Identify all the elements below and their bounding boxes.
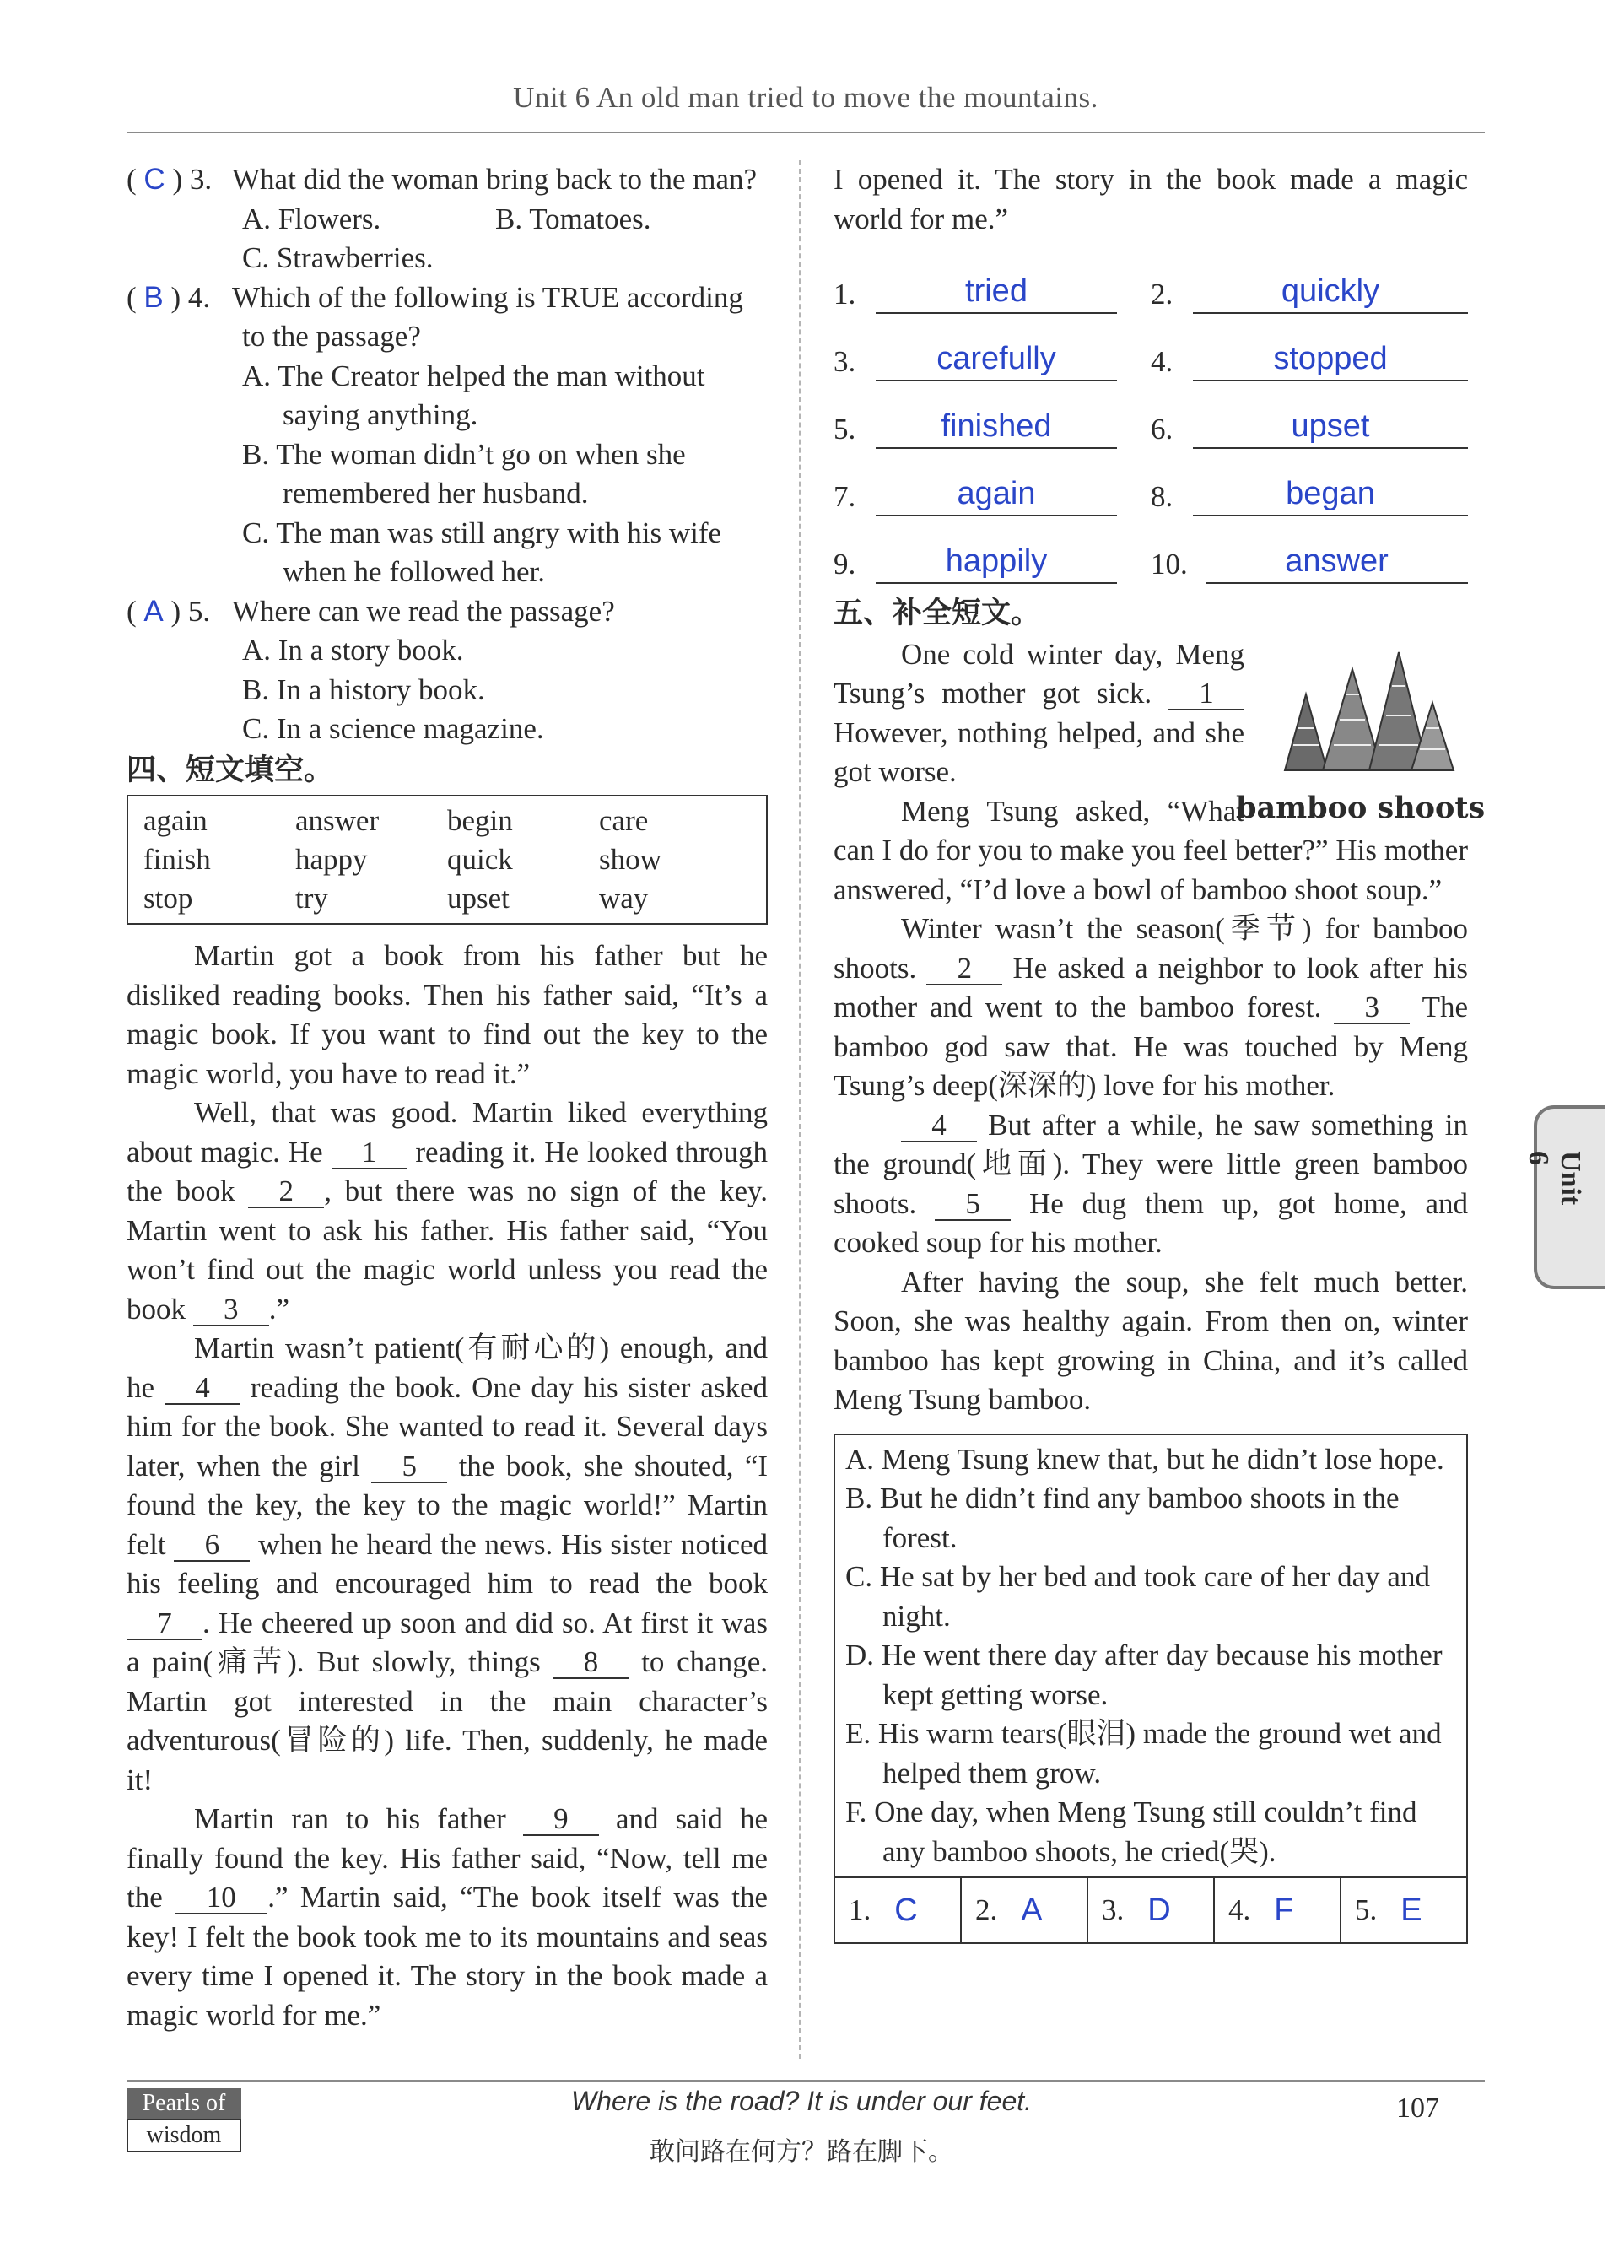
- passage-paragraph-4: Martin ran to his father 9 and said he finally found the key. His father said, “Now, tell me the 10 .” Martin said, “The book itself was the key! I felt the book took me to its mountains and seas every time I opened it. The story in the book made a magic world for me.”: [127, 1802, 769, 2032]
- option-c: C. In a science magazine.: [242, 712, 544, 745]
- fill-answer: 7. again: [834, 472, 1151, 516]
- word: happy: [295, 843, 368, 876]
- question-3-stem: What did the woman bring back to the man?: [232, 163, 758, 196]
- blank-2: 2: [926, 953, 1002, 986]
- option-d: D. He went there day after day because his mother kept getting worse.: [845, 1639, 1443, 1711]
- page-number: 107: [1396, 2092, 1439, 2124]
- word: care: [599, 804, 649, 837]
- left-column: [127, 160, 768, 2035]
- answer-grid: [834, 246, 1468, 584]
- blank-8: 8: [553, 1647, 629, 1679]
- answer-5: A: [143, 594, 164, 628]
- blank-4: 4: [165, 1373, 240, 1405]
- footer-motto: Where is the road? It is under our feet.: [570, 2086, 1033, 2116]
- continuation-text: I opened it. The story in the book made a magic world for me.”: [834, 163, 1468, 235]
- fill-answer: 4. stopped: [1151, 338, 1468, 381]
- answer-cell: 5. E: [1355, 1892, 1422, 1928]
- word: quick: [447, 843, 513, 876]
- footer-motto-chinese: 敢问路在何方？路在脚下。: [650, 2137, 953, 2167]
- option-b: B. Tomatoes.: [495, 202, 651, 235]
- blank-5: 5: [371, 1451, 447, 1483]
- word: again: [143, 804, 208, 837]
- blank-10: 10: [175, 1882, 267, 1914]
- option-a: A. In a story book.: [242, 634, 464, 667]
- blank-1: 1: [332, 1137, 407, 1169]
- word: show: [599, 843, 661, 876]
- option-c: C. The man was still angry with his wife when he followed her.: [242, 516, 722, 588]
- word: begin: [447, 804, 513, 837]
- blank-5: 5: [935, 1189, 1011, 1221]
- word: try: [295, 882, 328, 915]
- answer-cell: 3. D: [1088, 1878, 1215, 1942]
- fill-answer: 8. began: [1151, 472, 1468, 516]
- footer-divider: [127, 2080, 1485, 2082]
- answer-cell: 4. F: [1215, 1878, 1341, 1942]
- word: stop: [143, 882, 193, 915]
- options-box: [834, 1434, 1468, 1945]
- answer-4: B: [143, 280, 164, 314]
- answer-cell: 2. A: [962, 1878, 1088, 1942]
- option-b: B. In a history book.: [242, 672, 485, 706]
- option-b: B. But he didn’t find any bamboo shoots in the forest.: [845, 1482, 1400, 1554]
- fill-answer: 10. answer: [1151, 540, 1468, 584]
- passage-paragraph-3: Martin wasn’t patient(有耐心的) enough, and he 4 reading the book. One day his sister asked him for the book. She wanted to read it. Several days later, when the girl 5 the book, she shouted, “I found the key, the key to the magic world!” Martin felt 6 when he heard the news. His sister noticed his feeling and encouraged him to read the book 7 . He cheered up soon and did so. At first it was a pain(痛苦). But slowly, things 8 to change. Martin got interested in the main character’s adventurous(冒险的) life. Then, suddenly, he made it!: [127, 1331, 769, 1796]
- bamboo-shoots-icon: [1260, 635, 1462, 779]
- option-a: A. Meng Tsung knew that, but he didn’t lose hope.: [845, 1442, 1444, 1476]
- option-a: A. The Creator helped the man without saying anything.: [242, 359, 705, 431]
- cloze-paragraph-2: Meng Tsung asked, “What can I do for you to make you feel better?” His mother answered, “I’d love a bowl of bamboo shoot soup.”: [834, 794, 1468, 906]
- question-4-stem: Which of the following is TRUE according to the passage?: [232, 280, 743, 353]
- blank-4: 4: [901, 1110, 977, 1142]
- column-divider: [799, 160, 801, 2059]
- answer-3: C: [143, 163, 165, 196]
- question-5: ( A ) 5. Where can we read the passage? A. In a story book. B. In a history book. C. In a science magazine.: [127, 592, 768, 749]
- blank-1: 1: [1168, 678, 1244, 710]
- cloze-paragraph-1: One cold winter day, Meng Tsung’s mother got sick. 1 However, nothing helped, and she got worse.: [834, 637, 1244, 788]
- right-column: [834, 238, 1486, 1944]
- blank-2: 2: [248, 1176, 324, 1208]
- question-4: ( B ) 4. Which of the following is TRUE according to the passage? A. The Creator helped the man without saying anything. B. The woman didn’t go on when she remembered her husband. C. The man was still angry with his wife when he followed her.: [127, 278, 768, 592]
- option-c: C. He sat by her bed and took care of her day and night.: [845, 1560, 1430, 1633]
- passage-paragraph-2: Well, that was good. Martin liked everything about magic. He 1 reading it. He looked through the book 2 , but there was no sign of the key. Martin went to ask his father. His father said, “You won’t find out the magic world unless you read the book 3 .”: [127, 1096, 769, 1326]
- question-5-stem: Where can we read the passage?: [232, 594, 615, 628]
- cloze-paragraph-5: After having the soup, she felt much better. Soon, she was healthy again. From then on, winter bamboo has kept growing in China, and it’s called Meng Tsung bamboo.: [834, 1265, 1468, 1416]
- word: upset: [447, 882, 510, 915]
- cloze-paragraph-4: 4 But after a while, he saw something in the ground(地面). They were little green bamboo shoots. 5 He dug them up, got home, and cooked soup for his mother.: [834, 1108, 1469, 1259]
- word-bank: [127, 795, 768, 925]
- passage-paragraph-1: Martin got a book from his father but he disliked reading books. Then his father said, “It’s a magic book. If you want to find out the key to the magic world, you have to read it.”: [127, 939, 768, 1090]
- blank-6: 6: [174, 1530, 250, 1562]
- cloze-paragraph-3: Winter wasn’t the season(季节) for bamboo shoots. 2 He asked a neighbor to look after his mother and went to the bamboo forest. 3 The bamboo god saw that. He was touched by Meng Tsung’s deep(深深的) love for his mother.: [834, 912, 1469, 1102]
- blank-3: 3: [193, 1294, 269, 1326]
- section-4-title: 四、短文填空。: [127, 753, 334, 787]
- word: way: [599, 882, 649, 915]
- option-a: A. Flowers.: [242, 202, 381, 235]
- option-f: F. One day, when Meng Tsung still couldn’t find any bamboo shoots, he cried(哭).: [845, 1796, 1417, 1868]
- fill-answer: 9. happily: [834, 540, 1151, 584]
- fill-answer: 1. tried: [834, 270, 1151, 314]
- passage-continuation: [834, 160, 1468, 239]
- word: answer: [295, 804, 380, 837]
- blank-9: 9: [523, 1804, 599, 1836]
- pearls-of-wisdom-label: Pearls of wisdom: [127, 2088, 241, 2152]
- answer-row: [835, 1876, 1466, 1942]
- fill-answer: 2. quickly: [1151, 270, 1468, 314]
- fill-answer: 3. carefully: [834, 338, 1151, 381]
- blank-3: 3: [1334, 992, 1410, 1024]
- question-3: ( C ) 3. What did the woman bring back to the man? A. Flowers. B. Tomatoes. C. Strawberries.: [127, 160, 768, 278]
- answer-cell: 1. C: [835, 1878, 962, 1942]
- option-c: C. Strawberries.: [242, 241, 434, 274]
- option-b: B. The woman didn’t go on when she remembered her husband.: [242, 437, 686, 510]
- section-5-title: 五、补全短文。: [834, 597, 1041, 630]
- page-header: [127, 81, 1485, 133]
- blank-7: 7: [127, 1608, 202, 1640]
- option-e: E. His warm tears(眼泪) made the ground wet and helped them grow.: [845, 1717, 1442, 1790]
- unit-title: Unit 6 An old man tried to move the mountains.: [513, 81, 1098, 114]
- fill-answer: 5. finished: [834, 405, 1151, 449]
- bamboo-image: [1236, 635, 1486, 829]
- image-caption: bamboo shoots: [1236, 791, 1486, 825]
- unit-side-tab: Unit 6: [1534, 1105, 1605, 1289]
- word: finish: [143, 843, 211, 876]
- fill-answer: 6. upset: [1151, 405, 1468, 449]
